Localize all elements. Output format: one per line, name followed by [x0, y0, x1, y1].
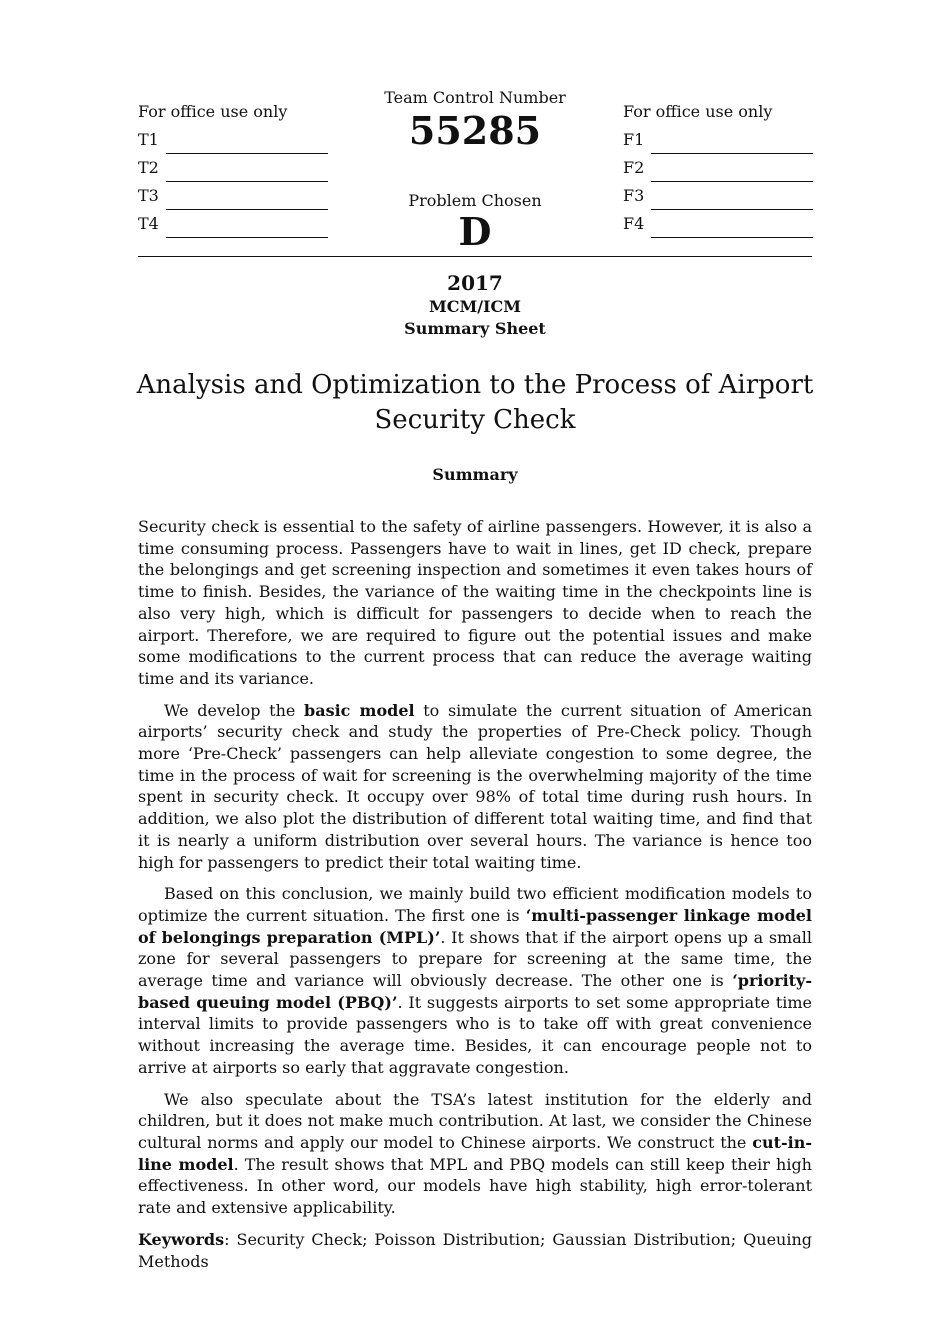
- paragraph-text: to simulate the current situation of American airports’ security check and study the properties of Pre-Check policy. Though more ‘Pre-Check’ passengers can help alleviate congestion to some degree, the time in the process of wait for screening is the overwhelming majority of the time spent in security check. It occupy over 98% of total time during rush hours. In addition, we also plot the distribution of different total waiting time, and find that it is nearly a uniform distribution over several hours. The variance is hence too high for passengers to predict their total waiting time.: [138, 700, 813, 872]
- field-label: F3: [623, 186, 645, 205]
- team-info: [375, 88, 575, 252]
- field-f1: [623, 126, 813, 154]
- field-f4: [623, 210, 813, 238]
- field-label: T2: [138, 158, 159, 177]
- header-divider: [138, 256, 812, 257]
- office-use-left: [138, 98, 328, 238]
- field-blank-line: [166, 135, 328, 154]
- keywords: [138, 1229, 812, 1272]
- summary-heading: Summary: [432, 465, 518, 484]
- paragraph-4: [138, 1089, 812, 1219]
- problem-chosen-label: Problem Chosen: [408, 191, 542, 210]
- paragraph-text: . It shows that if the airport opens up a small zone for several passengers to prepare for screening at the same time, the average time and variance will obviously decrease. The other one is: [138, 927, 813, 991]
- problem-letter: D: [458, 209, 492, 254]
- office-use-left-label: For office use only: [138, 102, 288, 121]
- field-label: T3: [138, 186, 159, 205]
- team-control-number: 55285: [408, 108, 542, 153]
- paragraph-3: [138, 883, 812, 1078]
- office-use-right: [623, 98, 813, 238]
- field-label: F4: [623, 214, 645, 233]
- field-label: T1: [138, 130, 159, 149]
- field-f2: [623, 154, 813, 182]
- emphasis-term: basic model: [304, 700, 415, 720]
- team-control-label: Team Control Number: [384, 88, 566, 107]
- paragraph-text: . It suggests airports to set some appropriate time interval limits to provide passengers who is to take off with great convenience without increasing the average time. Besides, it can encourage people not to arrive at airports so early that aggravate congestion.: [138, 992, 813, 1077]
- contest-sheet: Summary Sheet: [404, 319, 546, 338]
- field-f3: [623, 182, 813, 210]
- field-t4: [138, 210, 328, 238]
- summary-body: [138, 516, 812, 1282]
- emphasis-term: ‘priority-based queuing model (PBQ)’: [138, 971, 812, 1012]
- field-t2: [138, 154, 328, 182]
- paragraph-text: We develop the: [164, 700, 305, 720]
- field-blank-line: [651, 191, 813, 210]
- paper-title: Analysis and Optimization to the Process of Airport Security Check: [136, 370, 814, 435]
- emphasis-term: ‘multi-passenger linkage model of belongings preparation (MPL)’: [138, 905, 813, 947]
- field-blank-line: [651, 219, 813, 238]
- field-label: F2: [623, 158, 645, 177]
- contest-heading: [0, 270, 950, 340]
- field-label: T4: [138, 214, 159, 233]
- keywords-text: : Security Check; Poisson Distribution; Gaussian Distribution; Queuing Methods: [138, 1229, 812, 1271]
- paragraph-2: [138, 700, 812, 874]
- emphasis-term: cut-in-line model: [138, 1132, 812, 1174]
- office-use-right-label: For office use only: [623, 102, 773, 121]
- field-t3: [138, 182, 328, 210]
- field-blank-line: [166, 219, 328, 238]
- field-blank-line: [651, 163, 813, 182]
- paragraph-text: Based on this conclusion, we mainly build two efficient modification models to optimize the current situation. The first one is: [138, 884, 812, 925]
- keywords-label: Keywords: [138, 1229, 225, 1249]
- field-label: F1: [623, 130, 645, 149]
- paragraph-text: . The result shows that MPL and PBQ models can still keep their high effectiveness. In other word, our models have high stability, high error-tolerant rate and extensive applicability.: [138, 1154, 812, 1218]
- field-blank-line: [166, 163, 328, 182]
- paragraph-1: Security check is essential to the safety of airline passengers. However, it is also a time consuming process. Passengers have to wait in lines, get ID check, prepare the belongings and get screening inspection and sometimes it even takes hours of time to finish. Besides, the variance of the waiting time in the checkpoints line is also very high, which is difficult for passengers to decide when to reach the airport. Therefore, we are required to figure out the potential issues and make some modifications to the current process that can reduce the average waiting time and its variance.: [138, 517, 812, 688]
- paragraph-text: We also speculate about the TSA’s latest institution for the elderly and children, but it does not make much contribution. At last, we consider the Chinese cultural norms and apply our model to Chinese airports. We construct the: [138, 1089, 812, 1152]
- field-t1: [138, 126, 328, 154]
- contest-year: 2017: [447, 271, 503, 295]
- field-blank-line: [651, 135, 813, 154]
- field-blank-line: [166, 191, 328, 210]
- contest-name: MCM/ICM: [429, 297, 521, 316]
